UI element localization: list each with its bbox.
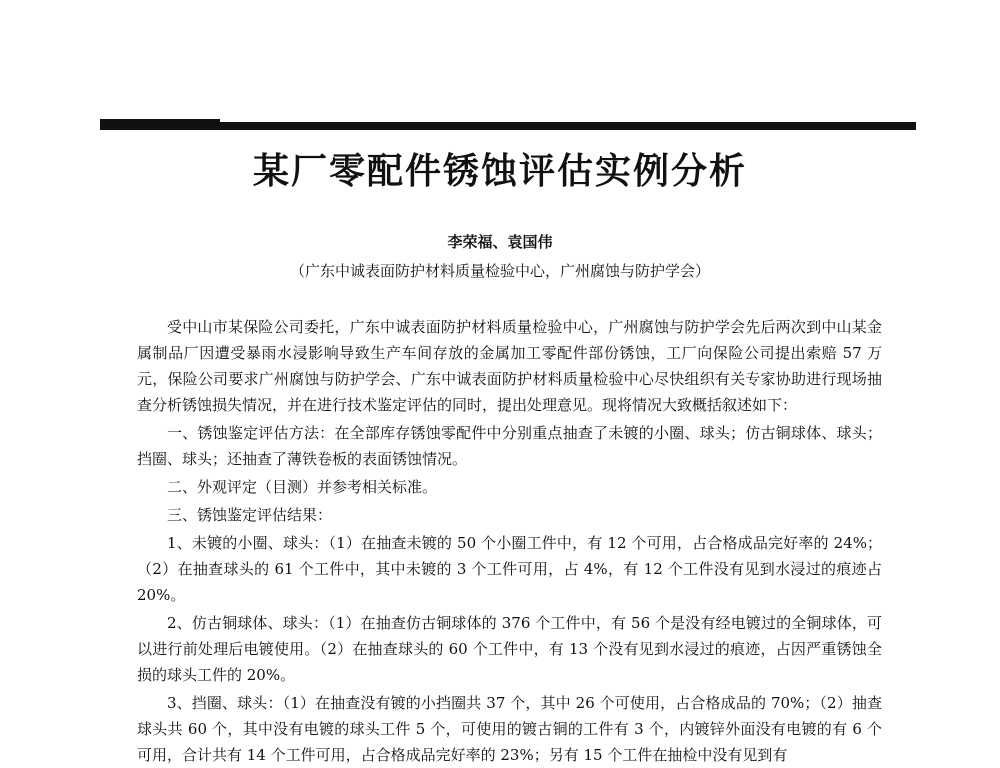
article-authors: 李荣福、袁国伟 <box>447 233 553 251</box>
body-paragraph-result-1: 1、未镀的小圈、球头：（1）在抽查未镀的 50 个小圈工件中，有 12 个可用，占合格成品完好率的 24%；（2）在抽查球头的 61 个工件中，其中未镀的 3 个工件可用，占 4%，有 12 个工件没有见到水浸过的痕迹占 20%。 <box>137 534 882 604</box>
body-paragraph-standard: 二、外观评定（目测）并参考相关标准。 <box>167 478 438 496</box>
body-paragraph-result-3: 3、挡圈、球头：（1）在抽查没有镀的小挡圈共 37 个，其中 26 个可使用，占合格成品的 70%；（2）抽查球头共 60 个，其中没有电镀的球头工件 5 个，可使用的镀古铜的工件有 3 个，内镀锌外面没有电镀的有 6 个可用，合计共有 14 个工件可用，占合格成品完好率的 23%；另有 15 个工件在抽检中没有见到有 <box>137 694 882 764</box>
article-affiliation: （广东中诚表面防护材料质量检验中心，广州腐蚀与防护学会） <box>289 262 710 280</box>
body-paragraph-intro: 受中山市某保险公司委托，广东中诚表面防护材料质量检验中心，广州腐蚀与防护学会先后两次到中山某金属制品厂因遭受暴雨水浸影响导致生产车间存放的金属加工零配件部份锈蚀，工厂向保险公司提出索赔 57 万元，保险公司要求广州腐蚀与防护学会、广东中诚表面防护材料质量检验中心尽快组织有关专家协助进行现场抽查分析锈蚀损失情况，并在进行技术鉴定评估的同时，提出处理意见。现将情况大致概括叙述如下： <box>137 318 882 414</box>
body-paragraph-result-2: 2、仿古铜球体、球头：（1）在抽查仿古铜球体的 376 个工件中，有 56 个是没有经电镀过的全铜球体，可以进行前处理后电镀使用。（2）在抽查球头的 60 个工件中，有 13 个没有见到水浸过的痕迹，占因严重锈蚀全损的球头工件的 20%。 <box>137 614 882 684</box>
article-body <box>137 314 882 768</box>
body-paragraph-results-heading: 三、锈蚀鉴定评估结果： <box>167 506 333 524</box>
header-rule <box>100 122 916 130</box>
body-paragraph-method: 一、锈蚀鉴定评估方法：在全部库存锈蚀零配件中分别重点抽查了未镀的小圈、球头；仿古铜球体、球头；挡圈、球头；还抽查了薄铁卷板的表面锈蚀情况。 <box>137 424 882 468</box>
article-title: 某厂零配件锈蚀评估实例分析 <box>252 150 747 192</box>
